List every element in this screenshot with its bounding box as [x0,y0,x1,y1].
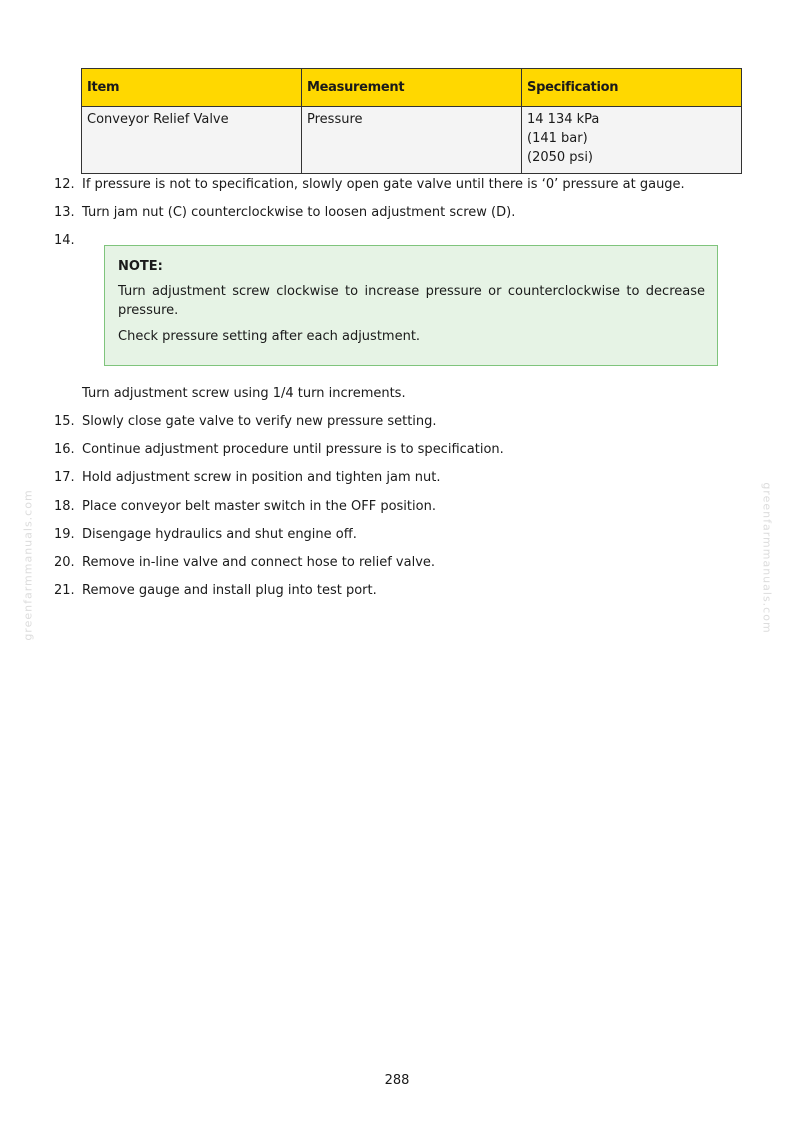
step-text: Remove in-line valve and connect hose to relief valve. [82,555,436,570]
step-number: 18. [54,499,75,514]
header-measurement: Measurement [302,69,522,107]
note-paragraph-1: Turn adjustment screw clockwise to increase pressure or counterclockwise to decrease pressure. [118,284,705,318]
step-text: Place conveyor belt master switch in the OFF position. [82,499,436,514]
step-number: 12. [54,177,75,192]
step-text: Continue adjustment procedure until pressure is to specification. [82,442,504,457]
step-number: 13. [54,205,75,220]
step-text: Slowly close gate valve to verify new pressure setting. [82,414,437,429]
step-text: Turn jam nut (C) counterclockwise to loosen adjustment screw (D). [82,205,516,220]
table-header-row [82,69,742,107]
step-number: 19. [54,527,75,542]
page-number: 288 [384,1073,410,1088]
note-title: NOTE: [118,259,163,274]
step-number: 14. [54,233,75,248]
note-paragraph-2: Check pressure setting after each adjustment. [118,329,421,344]
header-item: Item [82,69,302,107]
step-text: Disengage hydraulics and shut engine off. [82,527,357,542]
step-number: 17. [54,470,75,485]
step-number: 15. [54,414,75,429]
step-text: Hold adjustment screw in position and tighten jam nut. [82,470,441,485]
cell-measurement: Pressure [302,107,522,174]
cell-item: Conveyor Relief Valve [82,107,302,174]
step-14-text: Turn adjustment screw using 1/4 turn increments. [82,386,406,401]
watermark-right: greenfarmmanuals.com [760,482,774,634]
table-row [82,107,742,174]
step-number: 16. [54,442,75,457]
step-number: 20. [54,555,75,570]
specification-table [81,68,742,174]
watermark-left: greenfarmmanuals.com [21,489,35,641]
header-specification: Specification [522,69,742,107]
step-text: Remove gauge and install plug into test port. [82,583,377,598]
spec-psi: (2050 psi) [527,150,593,165]
cell-specification [522,107,742,174]
note-box [104,245,718,366]
spec-bar: (141 bar) [527,131,588,146]
step-text: If pressure is not to specification, slowly open gate valve until there is ‘0’ pressure at gauge. [82,177,685,192]
step-number: 21. [54,583,75,598]
spec-kpa: 14 134 kPa [527,112,600,127]
